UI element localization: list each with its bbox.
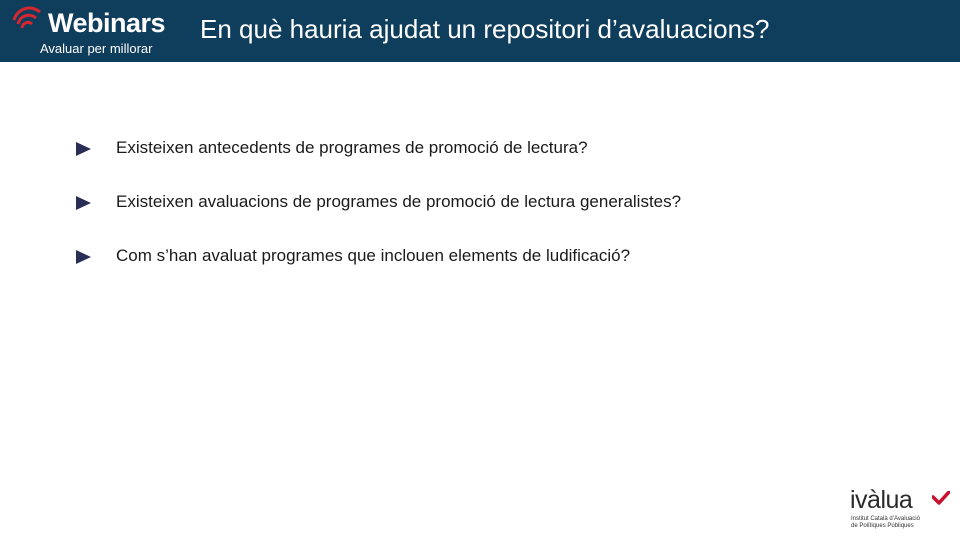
- triangle-bullet-icon: [76, 196, 91, 210]
- bullet-text: Existeixen avaluacions de programes de promoció de lectura generalistes?: [116, 192, 682, 211]
- triangle-bullet-icon: [76, 250, 91, 264]
- ivalua-logo: [850, 486, 954, 534]
- slide-title: En què hauria ajudat un repositori d’avaluacions?: [200, 14, 770, 44]
- bullet-text: Com s’han avaluat programes que inclouen elements de ludificació?: [116, 246, 631, 265]
- checkmark-icon: [932, 491, 950, 505]
- ivalua-brand: ivàlua: [850, 486, 913, 514]
- logo-brand: Webinars: [48, 8, 166, 38]
- wifi-wave-icon: [10, 6, 46, 36]
- triangle-bullet-icon: [76, 142, 91, 156]
- ivalua-subtitle-line: de Polítiques Públiques: [851, 523, 914, 529]
- bullet-text: Existeixen antecedents de programes de promoció de lectura?: [116, 138, 588, 157]
- logo-tagline: Avaluar per millorar: [40, 41, 153, 56]
- ivalua-subtitle: [851, 516, 941, 530]
- header-bar: [0, 0, 960, 62]
- ivalua-subtitle-line: Institut Català d’Avaluació: [851, 516, 920, 522]
- webinars-logo: [8, 4, 178, 58]
